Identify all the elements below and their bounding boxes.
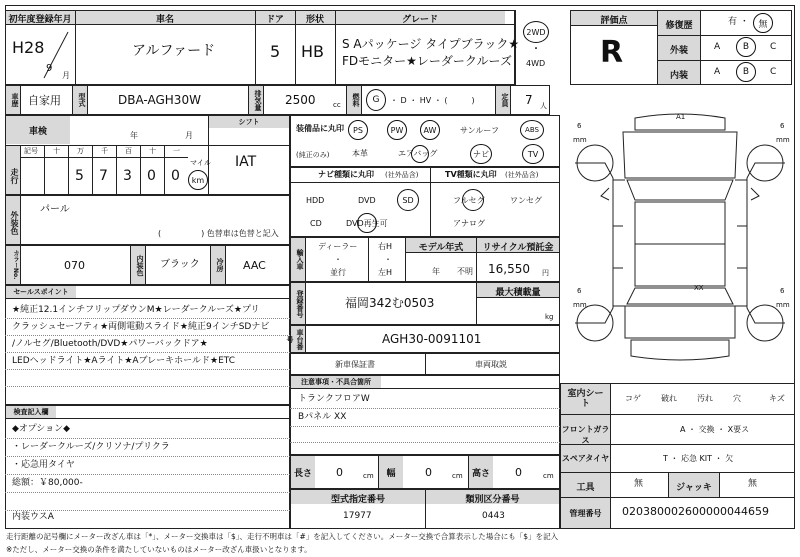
max-load-label: 最大積載量: [477, 283, 559, 297]
dvd-play-circle: [357, 213, 377, 233]
int-c: C: [770, 67, 777, 77]
tire-mm-fr: mm: [776, 136, 790, 144]
model-year-unknown: 不明: [457, 267, 473, 276]
cc-unit: cc: [333, 101, 341, 109]
kg-unit: kg: [545, 313, 554, 321]
drive-4wd: 4WD: [526, 59, 546, 68]
type-designation-label: 型式指定番号: [291, 490, 425, 504]
first-reg-header: 初年度登録年月: [5, 10, 75, 24]
grade-header: グレード: [335, 10, 505, 24]
navi-type-sub: (社外品含): [385, 171, 419, 179]
chassis-label: 車台番号: [291, 326, 305, 352]
usage-value: 自家用: [28, 94, 61, 107]
tire-depth-fr: 6: [780, 122, 785, 130]
management-number-label: 管理番号: [561, 498, 610, 528]
grade-line1: S Aパッケージ タイプブラック★: [342, 37, 520, 51]
shape-header: 形状: [295, 10, 335, 24]
diagram-a1: A1: [676, 113, 686, 121]
width-value: 0: [425, 466, 432, 479]
repair-none-circled: 無: [753, 13, 773, 33]
import-dealer: ディーラー: [318, 242, 358, 251]
color-code-label: カラーNo.: [6, 246, 20, 284]
notes-label: 注意事項・不具合箇所: [291, 376, 381, 388]
equipment-label: 装備品に丸印: [296, 124, 344, 133]
chassis-number: AGH30-0091101: [382, 332, 482, 346]
model-year-unit: 年: [432, 267, 440, 276]
interior-label: 内装: [658, 61, 700, 84]
model-value: DBA-AGH30W: [118, 93, 201, 107]
mileage-col-header: 万: [77, 147, 84, 155]
ac-label: 冷房: [211, 246, 225, 284]
eval-score: R: [600, 35, 624, 70]
length-label: 長さ: [291, 456, 315, 488]
door-header: ドア: [255, 10, 295, 24]
seat-option: 破れ: [661, 394, 677, 403]
equip-airbag: エアバッグ: [398, 149, 438, 158]
equip-navi-circled: ナビ: [470, 144, 492, 164]
reg-number-label: 登録番号: [291, 283, 305, 324]
spare-tire-label: スペアタイヤ: [561, 445, 610, 472]
color-value: パール: [40, 204, 70, 215]
seat-option: 穴: [733, 394, 741, 403]
eval-score-header: 評価点: [571, 11, 657, 25]
ext-c: C: [770, 42, 777, 52]
mileage-digit: 7: [99, 168, 108, 184]
mileage-col-header: 一: [173, 147, 180, 155]
length-cm: cm: [363, 472, 374, 480]
body-shape: HB: [301, 42, 325, 61]
mileage-digit: 0: [147, 168, 156, 184]
capacity-label: 定員: [496, 86, 510, 114]
usage-label: 車歴: [6, 86, 20, 114]
navi-sd-circled: SD: [397, 189, 419, 211]
repair-history-label: 修復歴: [658, 11, 700, 35]
reg-number: 福岡342む0503: [345, 296, 435, 310]
warranty-book: 新車保証書: [335, 360, 375, 369]
import-left: 左H: [378, 268, 393, 277]
tools-label: 工具: [561, 473, 610, 497]
mileage-digit: 3: [123, 168, 132, 184]
spare-tire-options: T ・ 応急 KIT ・ 欠: [663, 454, 734, 463]
tv-type-sub: (社外品含): [505, 171, 539, 179]
height-cm: cm: [543, 472, 554, 480]
navi-type-label: ナビ種類に丸印: [318, 170, 374, 179]
mileage-digit: 5: [75, 168, 84, 184]
mileage-digit: 0: [171, 168, 180, 184]
import-label: 輸入車: [291, 238, 305, 281]
footer-note-1: 走行距離の記号欄にメーター改ざん車は「*」、メーター交換車は「$」、走行不明車は「#」を記入してください。メーター交換で合算表示した場合にも「$」を記入: [6, 532, 559, 541]
tv-type-label: TV種類に丸印: [445, 170, 497, 179]
mileage-col-header: 十: [53, 147, 60, 155]
tools-value: 無: [634, 479, 644, 489]
inspector-line-1: ◆オプション◆: [12, 424, 71, 434]
inspector-line-2: ・レーダークルーズ/クリソナ/プリクラ: [12, 442, 170, 452]
mile-option: マイル: [190, 159, 211, 167]
int-b-circled: B: [736, 62, 756, 82]
color-change-note: ( ) 色替車は色替と記入: [158, 229, 279, 238]
tire-depth-rr: 6: [780, 287, 785, 295]
mileage-col-header: 十: [149, 147, 156, 155]
tv-fullseg: フルセグ: [453, 196, 485, 205]
seat-option: キズ: [769, 394, 785, 403]
import-right: 右H: [378, 242, 393, 251]
sales-line-4: LEDヘッドライト★Aライト★Aブレーキホールド★ETC: [12, 356, 236, 366]
import-parallel: 並行: [330, 268, 346, 277]
color-code: 070: [64, 259, 85, 272]
seat-label: 室内シート: [561, 384, 610, 414]
owner-manual: 車両取説: [475, 360, 507, 369]
month-unit: 月: [62, 71, 70, 80]
equip-ps-circled: PS: [348, 120, 368, 140]
sales-line-3: /ノルセグ/Bluetooth/DVD★パワーバックドア★: [12, 339, 208, 349]
diagram-xx: XX: [694, 284, 704, 292]
airbag-circle: [411, 145, 429, 163]
tv-oneseg: ワンセグ: [510, 196, 542, 205]
shift-value: IAT: [235, 154, 257, 170]
tire-depth-rl: 6: [577, 287, 582, 295]
height-label: 高さ: [469, 456, 493, 488]
footer-note-2: ※ただし、メーター交換の条件を満たしていないものはメーター改ざん車扱いとなります。: [6, 545, 312, 554]
inspection-month-unit: 月: [185, 131, 193, 140]
equip-pw-circled: PW: [387, 120, 407, 140]
color-label: 外装色: [6, 196, 20, 244]
management-number: 020380002600000044659: [622, 505, 769, 518]
displacement-label: 排気量: [249, 86, 263, 114]
interior-color: ブラック: [160, 259, 200, 270]
inspection-year-unit: 年: [130, 131, 138, 140]
recycle-label: リサイクル預託金: [477, 238, 559, 252]
sales-line-1: ★純正12.1インチフリップダウンM★レーダークルーズ★プリ: [12, 305, 260, 315]
mileage-col-header: 記号: [24, 147, 38, 155]
fuel-label: 燃料: [347, 86, 361, 114]
int-a: A: [714, 67, 721, 77]
car-name-header: 車名: [75, 10, 255, 24]
class-number-label: 類別区分番号: [426, 490, 559, 504]
grade-line2: FDモニター★レーダークルーズ: [342, 54, 512, 68]
tire-mm-rr: mm: [776, 301, 790, 309]
car-damage-diagram: [565, 108, 795, 380]
import-sep2: ・: [384, 255, 392, 264]
equip-abs-circled: ABS: [520, 120, 544, 140]
mileage-col-header: 千: [101, 147, 108, 155]
equip-leather: 本革: [352, 149, 368, 158]
inspection-label: 車検: [6, 116, 70, 144]
navi-hdd: HDD: [306, 196, 325, 205]
inspector-line-4: 総額：￥80,000-: [12, 478, 83, 488]
fullseg-circle: [462, 189, 484, 211]
recycle-fee: 16,550: [488, 262, 530, 276]
repair-opts: 有 ・: [728, 17, 749, 27]
fuel-other-options: ・ D ・ HV ・ ( ): [390, 96, 475, 105]
interior-color-label: 内装色: [131, 246, 145, 284]
tire-depth-fl: 6: [577, 122, 582, 130]
navi-cd: CD: [310, 219, 322, 228]
equip-aw-circled: AW: [420, 120, 440, 140]
seat-option: 汚れ: [697, 394, 713, 403]
car-name: アルファード: [132, 43, 216, 59]
import-sep: ・: [334, 255, 342, 264]
notes-line-1: トランクフロアW: [298, 394, 370, 404]
tv-analog: アナログ: [453, 219, 485, 228]
first-reg-month: 9: [46, 63, 53, 74]
km-circled: km: [188, 170, 208, 190]
front-glass-label: フロントガラス: [561, 415, 610, 444]
shift-label: シフト: [209, 116, 289, 128]
drive-2wd-circled: 2WD: [523, 21, 549, 43]
inspector-line-5: 内装ウスA: [12, 512, 54, 522]
equip-sunroof: サンルーフ: [460, 126, 499, 135]
ext-a: A: [714, 42, 721, 52]
ac-value: AAC: [243, 259, 266, 272]
exterior-label: 外装: [658, 36, 700, 60]
inspector-line-3: ・応急用タイヤ: [12, 460, 75, 470]
width-cm: cm: [452, 472, 463, 480]
seat-option: コゲ: [625, 394, 641, 403]
mileage-col-header: 百: [125, 147, 132, 155]
drive-sep: ・: [531, 44, 541, 55]
front-glass-options: A ・ 交換 ・ X要ス: [680, 425, 750, 434]
first-reg-year: H28: [12, 38, 45, 57]
sales-points-label: セールスポイント: [6, 286, 76, 298]
height-value: 0: [515, 466, 522, 479]
tire-mm-rl: mm: [573, 301, 587, 309]
width-label: 幅: [379, 456, 403, 488]
displacement-value: 2500: [285, 93, 316, 107]
equip-tv-circled: TV: [522, 144, 544, 164]
sales-line-2: クラッシュセーフティ★両側電動スライド★純正9インチSDナビ: [12, 322, 270, 332]
model-label: 型式: [73, 86, 87, 114]
capacity-value: 7: [525, 93, 533, 107]
navi-dvd: DVD: [358, 196, 376, 205]
model-year-label: モデル年式: [406, 238, 476, 252]
length-value: 0: [336, 466, 343, 479]
jack-value: 無: [748, 479, 758, 489]
jack-label: ジャッキ: [669, 473, 719, 497]
mileage-label: 走行: [6, 146, 20, 194]
class-number: 0443: [482, 511, 505, 521]
fuel-gasoline-circled: G: [366, 89, 386, 111]
door-count: 5: [270, 42, 281, 61]
type-designation-number: 17977: [343, 511, 372, 521]
notes-line-2: Bパネル XX: [298, 412, 347, 422]
capacity-unit: 人: [540, 102, 547, 110]
ext-b-circled: B: [736, 37, 756, 57]
equipment-sub: (純正のみ): [296, 151, 330, 159]
inspector-label: 検査記入欄: [6, 406, 56, 418]
navi-dvd-play: DVD再生可: [346, 219, 388, 228]
yen-unit: 円: [542, 269, 549, 277]
tire-mm-fl: mm: [573, 136, 587, 144]
